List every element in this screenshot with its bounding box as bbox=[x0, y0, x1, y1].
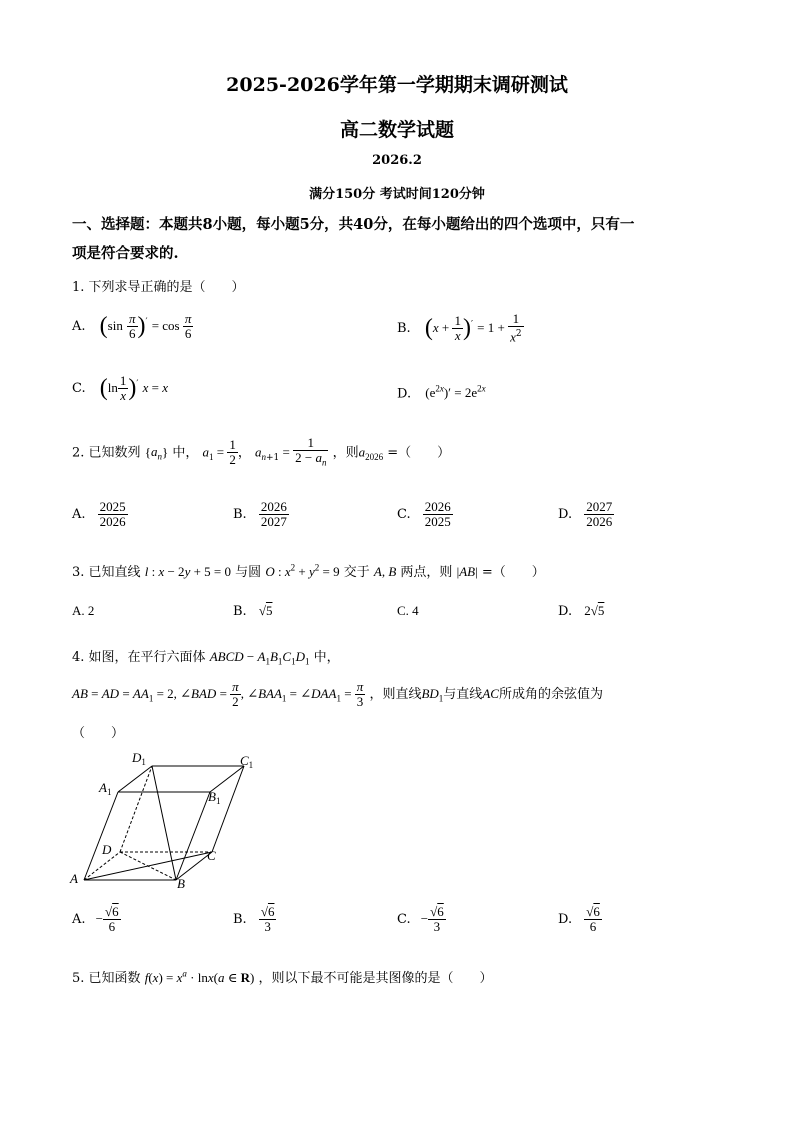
parallelepiped-figure bbox=[66, 748, 266, 894]
exam-title: 2025-2026学年第一学期期末调研测试 bbox=[226, 74, 568, 96]
q1-option-a: A. (sin $\frac{\pi}{6}$ )′ = cos $\frac{\pi}{6}$ bbox=[72, 311, 192, 341]
q2-mid: 中， bbox=[172, 445, 199, 461]
exam-date: 2026.2 bbox=[372, 153, 422, 168]
question-4-line1: 4. 如图，在平行六面体 ABCD − $A_1B_1C_1D_1$ 中， bbox=[72, 649, 340, 667]
label-b: B bbox=[177, 876, 185, 891]
q4-mid1: ，则直线 bbox=[369, 687, 422, 702]
option-label: B. bbox=[397, 321, 411, 337]
q1-option-c: C. (ln $\frac{1}{x}$ )′ x = x bbox=[72, 373, 168, 403]
q3-mid1: 与圆 bbox=[235, 565, 262, 580]
question-3-stem: 3. 已知直线 l : x − 2y + 5 = 0 与圆 O : $x^2 + y^2 = 9$ 交于 A, B 两点，则 |AB| =（ ） bbox=[72, 562, 545, 580]
label-d1: $D_1$ bbox=[132, 750, 146, 767]
q2-option-d bbox=[558, 500, 614, 529]
edge-cc1 bbox=[212, 766, 244, 852]
q4-mid2: 与直线 bbox=[443, 687, 483, 702]
numerator: 2026 bbox=[424, 499, 451, 514]
label-a1: $A_1$ bbox=[99, 780, 112, 797]
option-label: D. bbox=[558, 912, 573, 927]
q2-option-c bbox=[397, 500, 453, 529]
option-label: A. bbox=[72, 912, 86, 927]
label-c: C bbox=[207, 848, 216, 863]
numerator: 2027 bbox=[586, 499, 613, 514]
exam-info: 满分150分 考试时间120分钟 bbox=[309, 187, 485, 202]
q4-line1-end: 中， bbox=[313, 650, 340, 665]
q3-option-b: B. √5 bbox=[233, 603, 273, 619]
q4-option-c: C. − $\frac{√6}{3}$ bbox=[397, 904, 444, 934]
question-5-stem: 5. 已知函数 $f(x) = x^a \cdot \ln x(a$ ∈ R) ，则以下最不可能是其图像的是（ ） bbox=[72, 968, 493, 986]
question-1-stem: 1. 下列求导正确的是（ ） bbox=[72, 280, 245, 295]
q3-end: =（ ） bbox=[481, 565, 545, 580]
section-heading-line2: 项是符合要求的. bbox=[72, 245, 179, 262]
option-label: B. bbox=[233, 604, 247, 619]
option-label: A. bbox=[72, 507, 86, 522]
label-c1: $C_1$ bbox=[240, 753, 254, 770]
q3-option-a: A. 2 bbox=[72, 603, 95, 618]
q3-mid2: 交于 bbox=[343, 565, 370, 580]
option-label: C. bbox=[397, 912, 411, 927]
option-label: D. bbox=[397, 386, 412, 402]
denominator: 2026 bbox=[586, 514, 613, 529]
diagonal-bd-hidden bbox=[120, 852, 176, 880]
q1-option-d: D. $(e^{2x})' = 2e^{2x}$ bbox=[397, 384, 486, 402]
q5-end: ，则以下最不可能是其图像的是（ ） bbox=[258, 971, 493, 986]
q2-end2: =（ ） bbox=[387, 445, 451, 461]
denominator: 2026 bbox=[99, 514, 126, 529]
q4-option-b: B. $\frac{√6}{3}$ bbox=[233, 904, 275, 934]
option-label: C. bbox=[72, 381, 86, 396]
option-label: C. bbox=[397, 507, 411, 522]
option-label: A. bbox=[72, 319, 86, 334]
q3-mid3: 两点，则 bbox=[400, 565, 453, 580]
numerator: 2025 bbox=[99, 499, 126, 514]
label-a: A bbox=[70, 871, 78, 886]
option-label: D. bbox=[558, 507, 573, 522]
option-label: D. bbox=[558, 604, 573, 619]
q2-prefix: 2. 已知数列 bbox=[72, 445, 141, 461]
option-label: B. bbox=[233, 912, 247, 927]
label-d: D bbox=[102, 842, 112, 857]
q4-mid3: 所成角的余弦值为 bbox=[498, 687, 603, 702]
question-2-stem: 2. 已知数列 $\{a_n\}$ 中， $a_1$ = $\frac{1}{2}$ ， $a_{n+1}$ = $\frac{1}{2 - a_n}$ ，则$a_{2026}$ =（ ） bbox=[72, 435, 451, 468]
q4-option-a: A. − $\frac{√6}{6}$ bbox=[72, 904, 119, 934]
denominator: 2027 bbox=[260, 514, 287, 529]
q2-option-a bbox=[72, 500, 128, 529]
q3-option-d: D. 2√5 bbox=[558, 603, 605, 619]
exam-subtitle: 高二数学试题 bbox=[339, 119, 454, 141]
denominator: 2025 bbox=[424, 514, 451, 529]
edge-dd1-hidden bbox=[120, 766, 152, 852]
q3-option-c: C. 4 bbox=[397, 603, 419, 618]
option-label: B. bbox=[233, 507, 247, 522]
label-b1: $B_1$ bbox=[208, 789, 221, 806]
q3-prefix: 3. 已知直线 bbox=[72, 565, 141, 580]
numerator: 2026 bbox=[260, 499, 287, 514]
question-4-line3: （ ） bbox=[72, 726, 125, 741]
q4-prefix: 4. 如图，在平行六面体 bbox=[72, 650, 206, 665]
q4-option-d: D. $\frac{√6}{6}$ bbox=[558, 904, 600, 934]
q2-option-b bbox=[233, 500, 289, 529]
q1-option-b: B. (x + $\frac{1}{x}$ )′ = 1 + $\frac{1}{x^2}$ bbox=[397, 311, 522, 345]
question-4-line2: AB = AD = $AA_1 = 2$, ∠BAD = $\frac{\pi}{2}$ , $\angle BAA_1$ = $\angle DAA_1$ = $\frac{\pi}{3}$ ，则直线$BD_1$与直线AC所成角的余弦值为 bbox=[72, 679, 603, 709]
q5-prefix: 5. 已知函数 bbox=[72, 971, 141, 986]
section-heading-line1: 一、选择题：本题共8小题，每小题5分，共40分，在每小题给出的四个选项中，只有一 bbox=[72, 216, 635, 233]
q2-end: ，则 bbox=[332, 445, 359, 461]
